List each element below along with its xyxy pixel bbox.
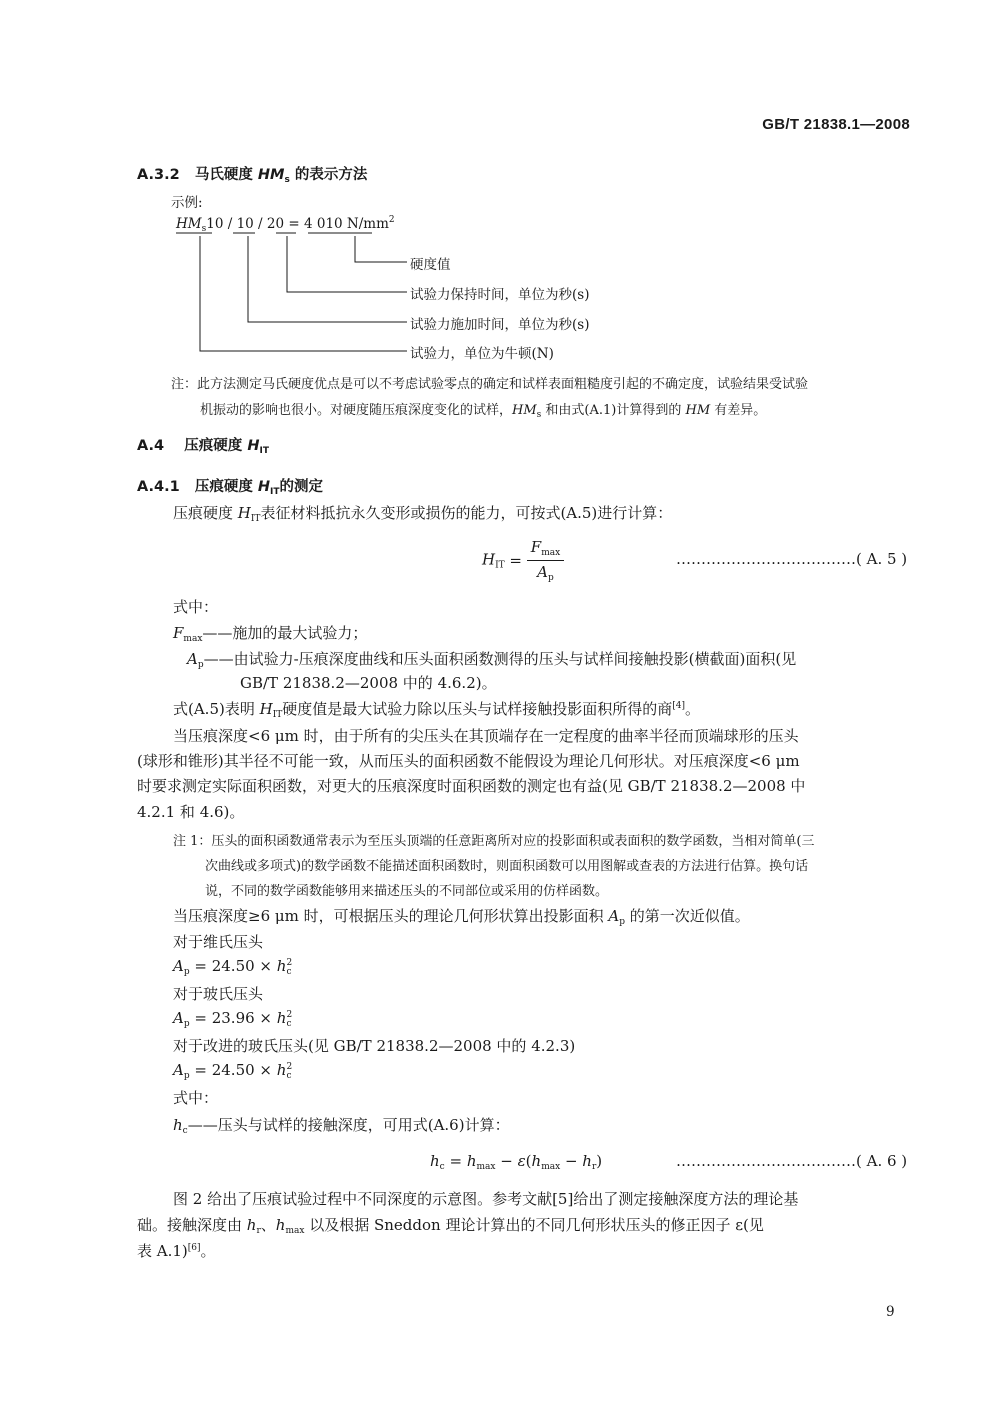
eq-symbol-sub: max (476, 1162, 496, 1172)
def-symbol: F (173, 624, 184, 642)
text: 硬度值是最大试验力除以压头与试样接触投影面积所得的商 (282, 700, 673, 718)
paragraph-4-line2 (137, 1214, 764, 1236)
def-symbol-sub: p (197, 660, 204, 670)
paragraph-1 (173, 698, 700, 720)
note-symbol: HM (685, 403, 711, 418)
eq-symbol-sub: p (183, 967, 190, 977)
eq-symbol: h (276, 1061, 287, 1079)
label-hardness-value: 硬度值 (410, 257, 451, 273)
eq-symbol-sub: max (541, 1162, 561, 1172)
eq-fraction (527, 538, 564, 583)
symbol-h: H (247, 438, 260, 454)
eq-exponent: 2 (286, 1062, 293, 1072)
def-symbol: h (173, 1116, 183, 1134)
label-test-force: 试验力，单位为牛顿(N) (410, 346, 554, 362)
eq-text: ) (596, 1152, 603, 1170)
equation-a6 (430, 1152, 602, 1172)
eq-exponent: 2 (286, 958, 293, 968)
paragraph-4-line3 (137, 1240, 216, 1261)
section-number: A.4 (137, 438, 165, 454)
vickers-label: 对于维氏压头 (173, 933, 264, 951)
symbol-h: H (237, 504, 251, 522)
modified-berkovich-equation (173, 1061, 292, 1081)
note-text: 机振动的影响也很小。对硬度随压痕深度变化的试样， (200, 403, 513, 418)
text: 。 (200, 1242, 216, 1260)
ex-symbol: HM (176, 216, 202, 232)
text: 础。接触深度由 (137, 1216, 247, 1234)
def-hc (173, 1114, 510, 1136)
eq-symbol: h (276, 957, 287, 975)
berkovich-label: 对于玻氏压头 (173, 985, 264, 1003)
section-a4-heading (137, 434, 269, 456)
eq-exponent: 2 (286, 1010, 293, 1020)
eq-symbol-sub: p (183, 1019, 190, 1029)
eq-lhs-sub: IT (495, 560, 505, 571)
where-label-2: 式中： (173, 1089, 219, 1107)
heading-text-post: 的表示方法 (289, 167, 368, 183)
def-text: ——压头与试样的接触深度，可用式(A.6)计算： (187, 1116, 510, 1134)
eq-symbol-sub: c (286, 1071, 292, 1081)
def-fmax (173, 622, 367, 644)
a32-note-line2 (200, 399, 766, 420)
text: 当压痕深度≥6 μm 时，可根据压头的理论几何形状算出投影面积 (173, 907, 609, 925)
heading-text: 压痕硬度 (194, 479, 258, 495)
text: 压痕硬度 (173, 504, 238, 522)
section-number: A.4.1 (137, 479, 180, 495)
def-ap-line2: GB/T 21838.2—2008 中的 4.6.2)。 (240, 674, 497, 692)
symbol-sub: s (284, 175, 290, 185)
ex-sep: / (223, 216, 237, 232)
equation-a6-label: ………………………………( A. 6 ) (676, 1152, 908, 1170)
text: 表征材料抵抗永久变形或损伤的能力，可按式(A.5)进行计算： (260, 504, 673, 522)
paragraph-4-line1: 图 2 给出了压痕试验过程中不同深度的示意图。参考文献[5]给出了测定接触深度方法的理论基 (173, 1190, 799, 1208)
eq-text: ( (525, 1152, 532, 1170)
symbol-h: H (257, 479, 271, 495)
label-apply-time: 试验力施加时间，单位为秒(s) (410, 317, 590, 333)
symbol-h: H (259, 700, 273, 718)
paragraph-2-line2: (球形和锥形)其半径不可能一致，从而压头的面积函数不能假设为理论几何形状。对压痕深度<6 μm (137, 752, 800, 770)
equation-a5 (482, 538, 564, 583)
text: 表 A.1) (137, 1242, 188, 1260)
eq-symbol-sub: p (183, 1071, 190, 1081)
symbol-sub: max (285, 1226, 305, 1236)
eq-symbol: h (430, 1152, 440, 1170)
eq-numerator (527, 538, 564, 561)
section-number: A.3.2 (137, 167, 180, 183)
paragraph-3 (173, 905, 750, 927)
note1-line3: 说，不同的数学函数能够用来描述压头的不同部位或采用的仿样函数。 (205, 884, 609, 899)
eq-den-sub: p (548, 573, 554, 583)
text: 以及根据 Sneddon 理论计算出的不同几何形状压头的修正因子 ε(见 (304, 1216, 764, 1234)
symbol-h: h (275, 1216, 286, 1234)
where-label: 式中： (173, 598, 219, 616)
text: 、 (260, 1216, 276, 1234)
symbol-sub: IT (250, 514, 261, 524)
heading-text-post: 的测定 (279, 479, 324, 495)
eq-epsilon: ε (517, 1152, 526, 1170)
eq-text: = 24.50 × (189, 957, 277, 975)
note-text: 有差异。 (710, 403, 767, 418)
eq-symbol-sub: c (286, 967, 292, 977)
symbol-sub: IT (259, 446, 269, 456)
ex-apply-time: 10 (236, 216, 254, 232)
ex-force: 10 (206, 216, 224, 232)
symbol-sub: p (619, 917, 626, 927)
eq-num-sym: F (530, 538, 542, 556)
note-text: 和由式(A.1)计算得到的 (541, 403, 686, 418)
eq-symbol: A (173, 957, 184, 975)
def-symbol-sub: c (182, 1126, 188, 1136)
eq-symbol: h (582, 1152, 592, 1170)
ex-hold-time: 20 (266, 216, 285, 232)
paragraph-2-line1: 当压痕深度<6 μm 时，由于所有的尖压头在其顶端存在一定程度的曲率半径而顶端球形的压头 (173, 727, 799, 745)
eq-symbol: A (173, 1061, 184, 1079)
eq-text: − (560, 1152, 583, 1170)
berkovich-equation (173, 1009, 292, 1029)
def-ap (187, 648, 796, 670)
eq-symbol: h (276, 1009, 287, 1027)
eq-symbol-sub: c (439, 1162, 445, 1172)
document-id: GB/T 21838.1—2008 (762, 116, 910, 133)
modified-berkovich-label: 对于改进的玻氏压头(见 GB/T 21838.2—2008 中的 4.2.3) (173, 1037, 576, 1055)
eq-symbol-sub: c (286, 1019, 292, 1029)
eq-equals: = (504, 551, 527, 570)
citation: [4] (672, 701, 686, 711)
ex-value-sup: 2 (388, 215, 395, 225)
a41-intro (173, 502, 672, 524)
eq-num-sub: max (541, 548, 561, 558)
symbol-sub: r (256, 1226, 261, 1236)
example-label: 示例: (171, 195, 203, 211)
heading-text: 马氏硬度 (194, 167, 258, 183)
symbol-sub: IT (272, 710, 283, 720)
symbol-a: A (608, 907, 620, 925)
eq-denominator (527, 561, 564, 583)
note1-line2: 次曲线或多项式)的数学函数不能描述面积函数时，则面积函数可以用图解或查表的方法进行估算。换句话 (205, 859, 809, 874)
def-symbol-sub: max (183, 634, 203, 644)
paragraph-2-line3: 时要求测定实际面积函数，对更大的压痕深度时面积函数的测定也有益(见 GB/T 21838.2—2008 中 (137, 777, 806, 795)
eq-den-sym: A (537, 563, 548, 581)
symbol-sub: IT (270, 487, 280, 497)
text: 的第一次近似值。 (625, 907, 750, 925)
eq-symbol: h (531, 1152, 542, 1170)
vickers-equation (173, 957, 292, 977)
ex-sep: / (253, 216, 267, 232)
text: 。 (685, 700, 701, 718)
eq-symbol-sub: r (591, 1162, 597, 1172)
note-symbol: HM (512, 403, 537, 418)
eq-text: = 23.96 × (189, 1009, 277, 1027)
def-symbol: A (187, 650, 198, 668)
eq-text: = (444, 1152, 467, 1170)
ex-symbol-sub: s (201, 224, 207, 234)
equation-a5-label: ………………………………( A. 5 ) (676, 550, 908, 568)
text: 式(A.5)表明 (173, 700, 260, 718)
eq-lhs: H (482, 550, 496, 569)
eq-text: − (495, 1152, 518, 1170)
def-text: ——施加的最大试验力； (202, 624, 368, 642)
eq-symbol: h (466, 1152, 477, 1170)
a32-note-line1: 注：此方法测定马氏硬度优点是可以不考虑试验零点的确定和试样表面粗糙度引起的不确定度，试验结果受试验 (171, 377, 809, 392)
citation: [6] (187, 1243, 201, 1253)
eq-text: = 24.50 × (189, 1061, 277, 1079)
note1-line1: 注 1：压头的面积函数通常表示为至压头顶端的任意距离所对应的投影面积或表面积的数学函数，当相对简单(三 (173, 834, 815, 849)
symbol-hm: HM (257, 167, 285, 183)
ex-value: 4 010 N/mm (303, 216, 389, 232)
paragraph-2-line4: 4.2.1 和 4.6)。 (137, 803, 245, 821)
label-hold-time: 试验力保持时间，单位为秒(s) (410, 287, 590, 303)
section-a41-heading (137, 475, 323, 497)
eq-symbol: A (173, 1009, 184, 1027)
note-symbol-sub: s (536, 410, 542, 420)
symbol-h: h (246, 1216, 257, 1234)
def-text: ——由试验力-压痕深度曲线和压头面积函数测得的压头与试样间接触投影(横截面)面积(见 (203, 650, 797, 668)
ex-equals: = (284, 216, 304, 232)
page-number: 9 (886, 1304, 895, 1320)
heading-text: 压痕硬度 (184, 438, 248, 454)
